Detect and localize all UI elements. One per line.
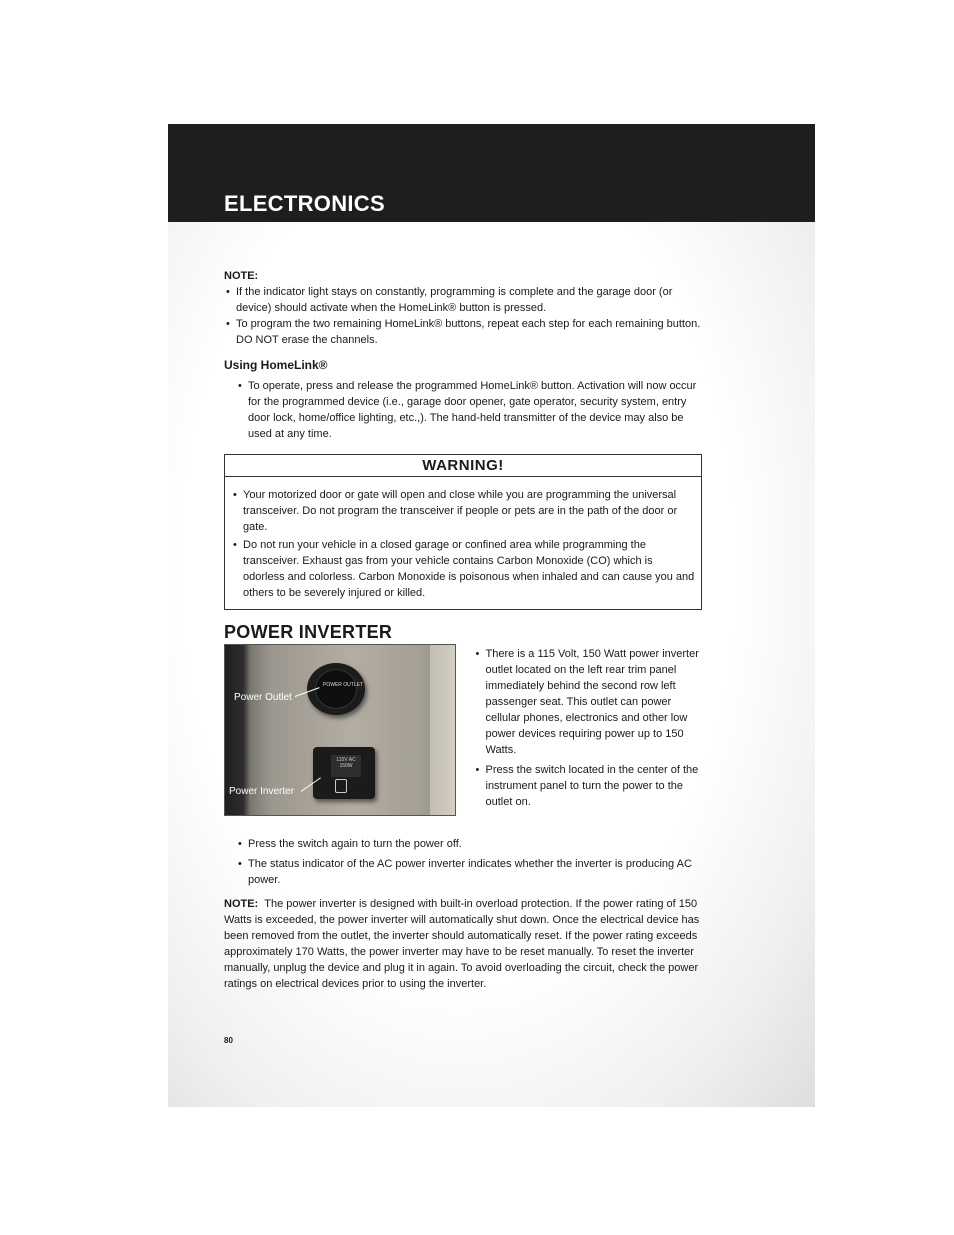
note-item: • If the indicator light stays on constantly, programming is complete and the garage door (or device) should activate when the HomeLink® button is pressed.	[224, 284, 704, 316]
note-list	[224, 284, 704, 348]
warning-item: • Do not run your vehicle in a closed garage or confined area while programming the transceiver. Exhaust gas from your vehicle contains Carbon Monoxide (CO) which is odorless and colorless. Carbon Monoxide is poisonous when inhaled and can cause you and others to be severely injured or killed.	[231, 537, 695, 601]
power-inverter-socket	[335, 779, 347, 793]
power-outlet-label: Power Outlet	[234, 692, 292, 703]
using-homelink-list	[224, 378, 704, 442]
warning-list	[231, 487, 695, 601]
power-inverter-note-text: The power inverter is designed with built-in overload protection. If the power rating of 150 Watts is exceeded, the power inverter will automatically shut down. Once the electrical device has been removed from the outlet, the inverter should automatically reset. If the power rating exceeds approximately 170 Watts, the power inverter may have to be reset manually. To reset the inverter manually, unplug the device and plug it in again. To avoid overloading the circuit, check the power ratings on electrical devices prior to using the inverter.	[224, 898, 700, 990]
note-item: • To program the two remaining HomeLink® buttons, repeat each step for each remaining button. DO NOT erase the channels.	[224, 316, 704, 348]
manual-page	[168, 124, 815, 1107]
page-content	[224, 268, 704, 992]
power-inverter-side-text	[456, 644, 705, 816]
using-homelink-heading: Using HomeLink®	[224, 358, 328, 372]
header-band	[168, 124, 815, 222]
power-outlet-ring	[315, 669, 357, 709]
power-inverter-photo	[224, 644, 456, 816]
section-title: ELECTRONICS	[224, 191, 385, 216]
power-inverter-unit	[313, 747, 375, 799]
side-list	[474, 646, 705, 810]
power-inverter-item: • Press the switch again to turn the power off.	[224, 836, 704, 852]
side-item: • Press the switch located in the center of the instrument panel to turn the power to the outlet on.	[474, 762, 705, 810]
power-inverter-row	[224, 644, 704, 816]
using-homelink-item: • To operate, press and release the programmed HomeLink® button. Activation will now occur for the programmed device (i.e., garage door opener, gate operator, security system, entry door lock, home/office lighting, etc.,). The hand-held transmitter of the device may also be used at any time.	[224, 378, 704, 442]
trim-panel-edge	[430, 645, 456, 815]
power-inverter-heading: POWER INVERTER	[224, 622, 393, 642]
power-inverter-list	[224, 836, 704, 888]
warning-box	[224, 454, 702, 610]
page-number: 80	[224, 1036, 233, 1045]
warning-item: • Your motorized door or gate will open and close while you are programming the universal transceiver. Do not program the transceiver if people or pets are in the path of the door or gate.	[231, 487, 695, 535]
side-item: • There is a 115 Volt, 150 Watt power inverter outlet located on the left rear trim panel immediately behind the second row left passenger seat. This outlet can power cellular phones, electronics and other low power devices requiring power up to 150 Watts.	[474, 646, 705, 758]
power-inverter-note-label: NOTE:	[224, 898, 259, 910]
power-inverter-label: Power Inverter	[229, 786, 295, 797]
power-inverter-plate: 115V AC 150W	[331, 755, 361, 777]
warning-title: WARNING!	[225, 455, 701, 477]
power-inverter-note	[224, 896, 704, 992]
note-label: NOTE:	[224, 270, 259, 282]
power-inverter-item: • The status indicator of the AC power inverter indicates whether the inverter is producing AC power.	[224, 856, 704, 888]
power-outlet-text: POWER OUTLET	[323, 682, 364, 688]
warning-body	[225, 477, 701, 609]
